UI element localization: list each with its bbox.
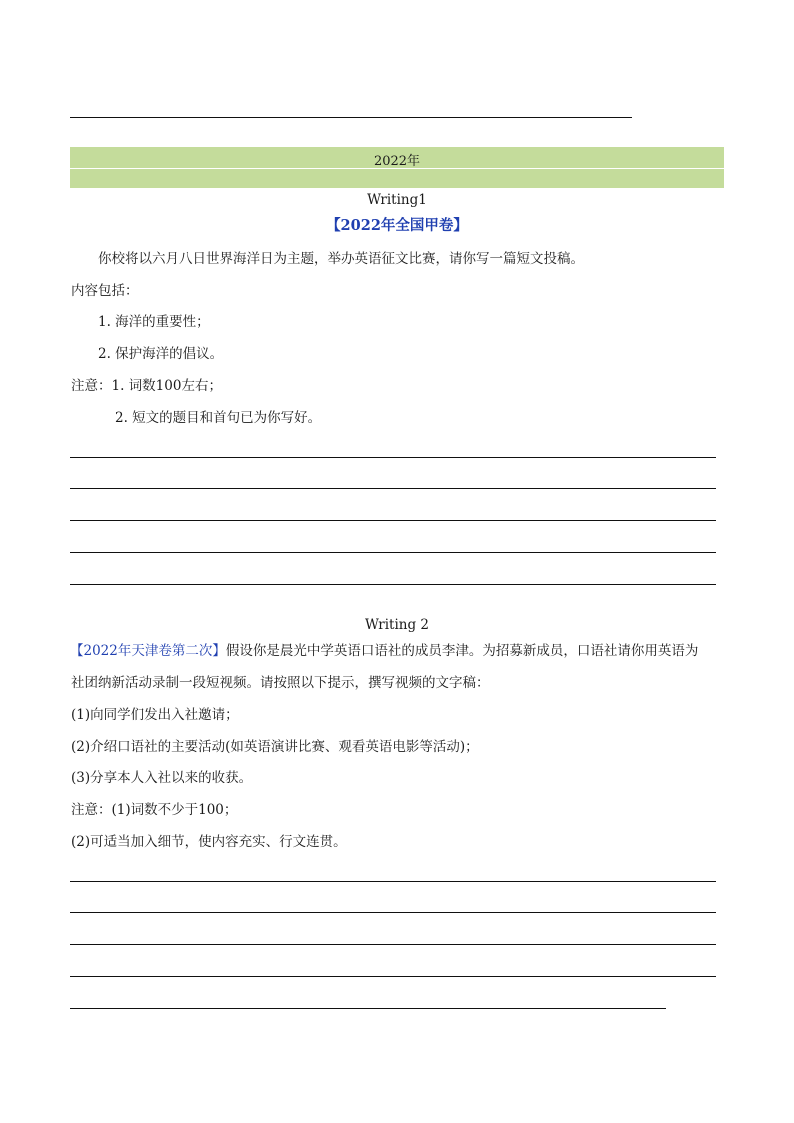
- writing1-content-label: 内容包括：: [71, 283, 139, 299]
- writing1-note: 注意：1. 词数100左右；: [71, 378, 222, 394]
- year-header-band: [70, 147, 724, 188]
- writing2-item: (2)介绍口语社的主要活动(如英语演讲比赛、观看英语电影等活动)；: [71, 739, 479, 755]
- writing1-content-item: 2. 保护海洋的倡议。: [98, 346, 224, 362]
- answer-line[interactable]: [70, 488, 716, 489]
- answer-line[interactable]: [70, 584, 716, 585]
- header-rule: [70, 117, 632, 118]
- writing2-line1: [70, 642, 698, 660]
- writing2-item: (1)向同学们发出入社邀请；: [71, 707, 239, 723]
- year-header: 2022年: [373, 154, 421, 169]
- writing2-note: 注意：(1)词数不少于100；: [71, 802, 238, 818]
- writing2-prompt-line1: 假设你是晨光中学英语口语社的成员李津。为招募新成员，口语社请你用英语为: [225, 643, 699, 659]
- writing1-title: Writing1: [367, 192, 427, 208]
- answer-line[interactable]: [70, 457, 716, 458]
- writing1-note: 2. 短文的题目和首句已为你写好。: [115, 410, 322, 426]
- answer-line[interactable]: [70, 912, 716, 913]
- writing2-title: Writing 2: [365, 617, 429, 633]
- writing1-prompt: 你校将以六月八日世界海洋日为主题，举办英语征文比赛，请你写一篇短文投稿。: [98, 251, 584, 267]
- answer-line[interactable]: [70, 881, 716, 882]
- answer-line[interactable]: [70, 944, 716, 945]
- writing1-content-item: 1. 海洋的重要性；: [98, 314, 210, 330]
- writing2-item: (3)分享本人入社以来的收获。: [71, 770, 253, 786]
- answer-line[interactable]: [70, 1008, 666, 1009]
- writing1-source: 【2022年全国甲卷】: [326, 217, 468, 234]
- writing2-note: (2)可适当加入细节，使内容充实、行文连贯。: [71, 834, 347, 850]
- writing2-source: 【2022年天津卷第二次】: [70, 643, 226, 659]
- answer-line[interactable]: [70, 520, 716, 521]
- writing2-prompt-line2: 社团纳新活动录制一段短视频。请按照以下提示，撰写视频的文字稿：: [71, 675, 490, 691]
- band-divider: [70, 168, 724, 169]
- answer-line[interactable]: [70, 976, 716, 977]
- answer-line[interactable]: [70, 552, 716, 553]
